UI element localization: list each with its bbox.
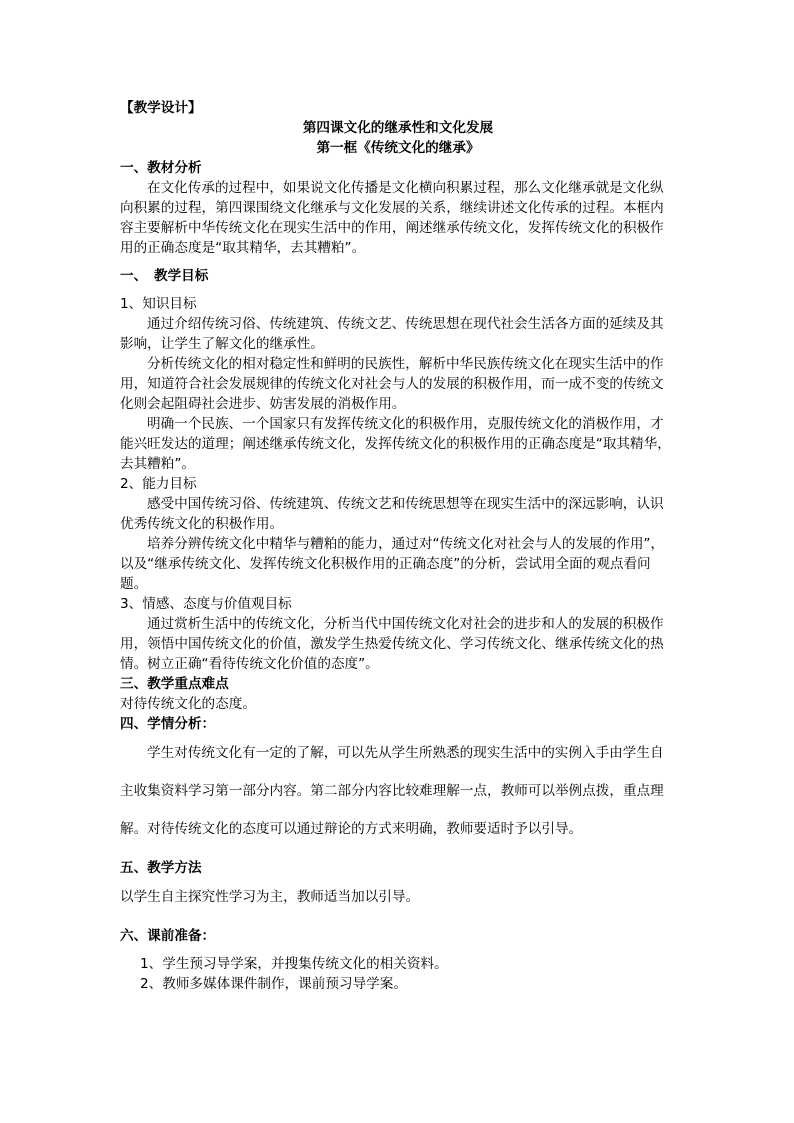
knowledge-paragraph-3: 明确一个民族、一个国家只有发挥传统文化的积极作用，克服传统文化的消极作用，才能兴旺发达的道理；阐述继承传统文化，发挥传统文化的积极作用的正确态度是“取其精华，去其糟粕”。 (120, 416, 671, 472)
section-2-heading: 一、 教学目标 (120, 268, 209, 284)
prep-list-item: 1、学生预习导学案，并搜集传统文化的相关资料。 (140, 956, 448, 972)
subsection-knowledge-heading: 1、知识目标 (120, 296, 197, 312)
ability-paragraph-1: 感受中国传统习俗、传统建筑、传统文艺和传统思想等在现实生活中的深远影响，认识优秀传统文化的积极作用。 (120, 496, 664, 532)
section-5-heading: 五、教学方法 (120, 860, 202, 876)
section-3-heading: 三、教学重点难点 (120, 676, 229, 692)
section-4-heading: 四、学情分析： (120, 716, 216, 732)
document-title: 第四课文化的继承性和文化发展 (302, 120, 494, 136)
spacer (120, 258, 676, 266)
header-label: 【教学设计】 (120, 100, 202, 116)
prep-list-item: 2、教师多媒体课件制作，课前预习导学案。 (140, 976, 407, 992)
section-5-paragraph: 以学生自主探究性学习为主，教师适当加以引导。 (120, 889, 420, 905)
section-1-paragraph: 在文化传承的过程中，如果说文化传播是文化横向积累过程，那么文化继承就是文化纵向积累的过程，第四课围绕文化继承与文化发展的关系，继续讲述文化传承的过程。本框内容主要解析中华传统文化在现实生活中的作用，阐述继承传统文化，发挥传统文化的积极作用的正确态度是“取其精华，去其糟粕”。 (120, 180, 664, 256)
section-4-paragraph: 学生对传统文化有一定的了解，可以先从学生所熟悉的现实生活中的实例入手由学生自主收集资料学习第一部分内容。第二部分内容比较难理解一点，教师可以举例点拨，重点理解。对待传统文化的态度可以通过辩论的方式来明确，教师要适时予以引导。 (120, 745, 664, 837)
section-1-heading: 一、教材分析 (120, 160, 202, 176)
emotion-paragraph-1: 通过赏析生活中的传统文化，分析当代中国传统文化对社会的进步和人的发展的积极作用，领悟中国传统文化的价值，激发学生热爱传统文化、学习传统文化、继承传统文化的热情。树立正确“看待传统文化价值的态度”。 (120, 616, 664, 672)
subsection-ability-heading: 2、能力目标 (120, 476, 197, 492)
subsection-emotion-heading: 3、情感、态度与价值观目标 (120, 596, 292, 612)
document-body (120, 98, 676, 994)
section-6-heading: 六、课前准备： (120, 928, 216, 944)
ability-paragraph-2: 培养分辨传统文化中精华与糟粕的能力，通过对“传统文化对社会与人的发展的作用”，以及“继承传统文化、发挥传统文化积极作用的正确态度”的分析，尝试用全面的观点看问题。 (120, 536, 665, 592)
section-3-paragraph: 对待传统文化的态度。 (120, 696, 256, 712)
knowledge-paragraph-1: 通过介绍传统习俗、传统建筑、传统文艺、传统思想在现代社会生活各方面的延续及其影响，让学生了解文化的继承性。 (120, 316, 664, 352)
document-subtitle: 第一框《传统文化的继承》 (316, 140, 480, 156)
knowledge-paragraph-2: 分析传统文化的相对稳定性和鲜明的民族性，解析中华民族传统文化在现实生活中的作用，知道符合社会发展规律的传统文化对社会与人的发展的积极作用，而一成不变的传统文化则会起阻碍社会进步、妨害发展的消极作用。 (120, 356, 664, 412)
spacer (120, 946, 676, 954)
spacer (120, 286, 676, 294)
